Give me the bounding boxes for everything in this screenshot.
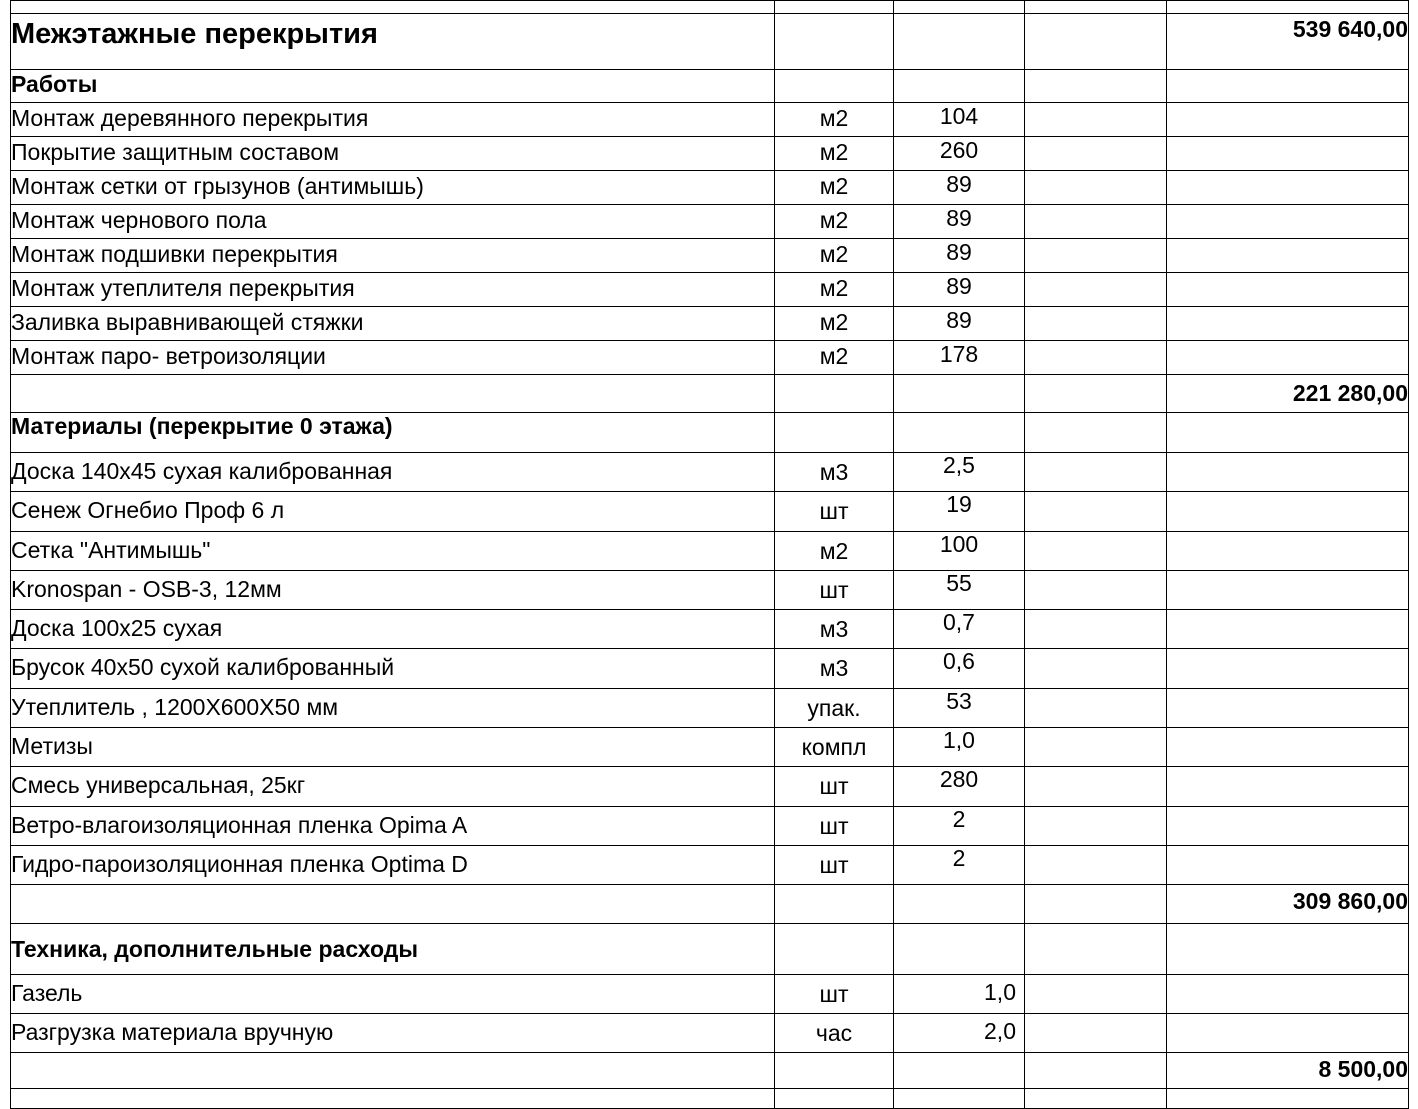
sheet-title[interactable]: Межэтажные перекрытия — [11, 14, 775, 70]
table-row — [11, 171, 1409, 205]
estimate-sheet — [10, 0, 1409, 1109]
item-qty[interactable]: 89 — [894, 171, 1025, 205]
item-name[interactable]: Монтаж подшивки перекрытия — [11, 239, 775, 273]
table-row — [11, 137, 1409, 171]
table-row — [11, 239, 1409, 273]
item-unit[interactable]: м3 — [775, 649, 894, 688]
item-qty[interactable]: 178 — [894, 341, 1025, 375]
item-unit[interactable]: м2 — [775, 273, 894, 307]
item-unit[interactable]: м2 — [775, 171, 894, 205]
item-name[interactable]: Сетка "Антимышь" — [11, 531, 775, 570]
equipment-total[interactable]: 8 500,00 — [1167, 1053, 1409, 1089]
item-qty[interactable]: 104 — [894, 103, 1025, 137]
table-row — [11, 453, 1409, 492]
item-qty[interactable]: 0,6 — [894, 649, 1025, 688]
table-row — [11, 341, 1409, 375]
table-row — [11, 103, 1409, 137]
materials-header-row — [11, 413, 1409, 453]
item-name[interactable]: Покрытие защитным составом — [11, 137, 775, 171]
item-unit[interactable]: м2 — [775, 531, 894, 570]
item-qty[interactable]: 280 — [894, 767, 1025, 806]
materials-header[interactable]: Материалы (перекрытие 0 этажа) — [11, 413, 775, 453]
table-row — [11, 806, 1409, 845]
table-row — [11, 492, 1409, 531]
item-qty[interactable]: 53 — [894, 688, 1025, 727]
grand-total[interactable]: 539 640,00 — [1167, 14, 1409, 70]
item-unit[interactable]: шт — [775, 492, 894, 531]
item-qty[interactable]: 2 — [894, 806, 1025, 845]
table-row — [11, 767, 1409, 806]
item-name[interactable]: Утеплитель , 1200Х600Х50 мм — [11, 688, 775, 727]
materials-total[interactable]: 309 860,00 — [1167, 885, 1409, 924]
item-qty[interactable]: 89 — [894, 205, 1025, 239]
item-name[interactable]: Заливка выравнивающей стяжки — [11, 307, 775, 341]
table-row — [11, 531, 1409, 570]
item-name[interactable]: Смесь универсальная, 25кг — [11, 767, 775, 806]
table-row — [11, 570, 1409, 609]
item-name[interactable]: Kronospan - OSB-3, 12мм — [11, 570, 775, 609]
table-row — [11, 610, 1409, 649]
item-unit[interactable]: м3 — [775, 610, 894, 649]
item-qty[interactable]: 19 — [894, 492, 1025, 531]
item-qty[interactable]: 2,0 — [894, 1014, 1025, 1053]
item-unit[interactable]: м2 — [775, 137, 894, 171]
table-row — [11, 205, 1409, 239]
item-name[interactable]: Гидро-пароизоляционная пленка Optima D — [11, 845, 775, 884]
table-row — [11, 1014, 1409, 1053]
item-unit[interactable]: шт — [775, 845, 894, 884]
item-name[interactable]: Сенеж Огнебио Проф 6 л — [11, 492, 775, 531]
item-qty[interactable]: 100 — [894, 531, 1025, 570]
item-unit[interactable]: м2 — [775, 341, 894, 375]
equipment-header[interactable]: Техника, дополнительные расходы — [11, 924, 775, 975]
item-qty[interactable]: 55 — [894, 570, 1025, 609]
item-unit[interactable]: шт — [775, 975, 894, 1014]
table-row — [11, 307, 1409, 341]
item-name[interactable]: Газель — [11, 975, 775, 1014]
works-header[interactable]: Работы — [11, 70, 775, 103]
materials-total-row — [11, 885, 1409, 924]
title-row — [11, 14, 1409, 70]
works-header-row — [11, 70, 1409, 103]
table-row — [11, 728, 1409, 767]
item-qty[interactable]: 2 — [894, 845, 1025, 884]
item-name[interactable]: Разгрузка материала вручную — [11, 1014, 775, 1053]
item-qty[interactable]: 89 — [894, 273, 1025, 307]
works-total-row — [11, 375, 1409, 413]
item-unit[interactable]: компл — [775, 728, 894, 767]
item-qty[interactable]: 89 — [894, 239, 1025, 273]
item-unit[interactable]: шт — [775, 806, 894, 845]
item-qty[interactable]: 1,0 — [894, 975, 1025, 1014]
works-total[interactable]: 221 280,00 — [1167, 375, 1409, 413]
item-qty[interactable]: 260 — [894, 137, 1025, 171]
item-name[interactable]: Монтаж утеплителя перекрытия — [11, 273, 775, 307]
item-unit[interactable]: шт — [775, 570, 894, 609]
item-qty[interactable]: 1,0 — [894, 728, 1025, 767]
item-name[interactable]: Брусок 40х50 сухой калиброванный — [11, 649, 775, 688]
item-unit[interactable]: м3 — [775, 453, 894, 492]
item-qty[interactable]: 2,5 — [894, 453, 1025, 492]
item-unit[interactable]: м2 — [775, 307, 894, 341]
equipment-total-row — [11, 1053, 1409, 1089]
table-row — [11, 845, 1409, 884]
item-unit[interactable]: упак. — [775, 688, 894, 727]
item-name[interactable]: Монтаж паро- ветроизоляции — [11, 341, 775, 375]
table-row — [11, 273, 1409, 307]
item-unit[interactable]: м2 — [775, 205, 894, 239]
item-unit[interactable]: м2 — [775, 103, 894, 137]
item-name[interactable]: Доска 140х45 сухая калиброванная — [11, 453, 775, 492]
item-qty[interactable]: 0,7 — [894, 610, 1025, 649]
item-name[interactable]: Монтаж деревянного перекрытия — [11, 103, 775, 137]
table-row — [11, 649, 1409, 688]
top-partial-row — [11, 1, 1409, 14]
item-qty[interactable]: 89 — [894, 307, 1025, 341]
item-name[interactable]: Монтаж сетки от грызунов (антимышь) — [11, 171, 775, 205]
table-row — [11, 975, 1409, 1014]
item-unit[interactable]: час — [775, 1014, 894, 1053]
item-name[interactable]: Монтаж чернового пола — [11, 205, 775, 239]
item-name[interactable]: Метизы — [11, 728, 775, 767]
table-row — [11, 688, 1409, 727]
item-unit[interactable]: м2 — [775, 239, 894, 273]
item-unit[interactable]: шт — [775, 767, 894, 806]
bottom-partial-row — [11, 1089, 1409, 1109]
equipment-header-row — [11, 924, 1409, 975]
item-name[interactable]: Доска 100х25 сухая — [11, 610, 775, 649]
item-name[interactable]: Ветро-влагоизоляционная пленка Opima A — [11, 806, 775, 845]
